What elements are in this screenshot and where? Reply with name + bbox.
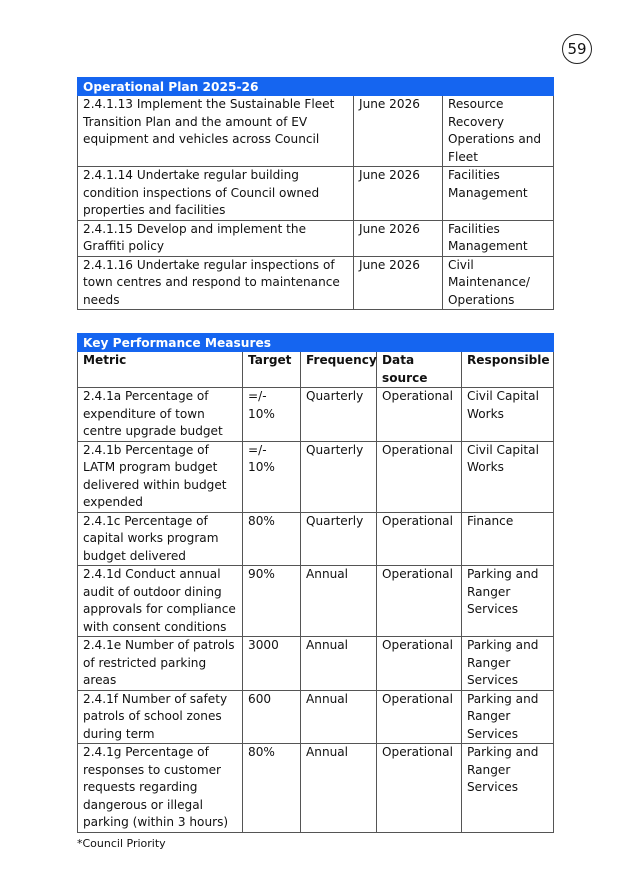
target-cell: 80% [243,744,301,833]
action-cell: 2.4.1.14 Undertake regular building condition inspections of Council owned properties and facilities [78,167,354,221]
target-cell: 90% [243,566,301,637]
table-row [78,167,554,221]
frequency-cell: Quarterly [301,512,377,566]
metric-cell: 2.4.1c Percentage of capital works program budget delivered [78,512,243,566]
table-row [78,220,554,256]
footnote: *Council Priority [77,837,166,850]
target-cell: =/- 10% [243,388,301,442]
table-row [78,690,554,744]
table-row [78,96,554,167]
responsible-cell: Parking and Ranger Services [462,566,554,637]
responsible-cell: Civil Maintenance/ Operations [443,256,554,310]
kpi-title: Key Performance Measures [78,334,554,352]
metric-cell: 2.4.1f Number of safety patrols of school zones during term [78,690,243,744]
responsible-cell: Finance [462,512,554,566]
responsible-cell: Parking and Ranger Services [462,744,554,833]
table-row [78,441,554,512]
source-cell: Operational [377,637,462,691]
column-header: Data source [377,352,462,388]
table-row [78,256,554,310]
table-row [78,744,554,833]
kpi-header-row [78,352,554,388]
responsible-cell: Facilities Management [443,167,554,221]
source-cell: Operational [377,512,462,566]
metric-cell: 2.4.1b Percentage of LATM program budget delivered within budget expended [78,441,243,512]
responsible-cell: Civil Capital Works [462,441,554,512]
source-cell: Operational [377,388,462,442]
source-cell: Operational [377,566,462,637]
metric-cell: 2.4.1a Percentage of expenditure of town centre upgrade budget [78,388,243,442]
date-cell: June 2026 [354,96,443,167]
responsible-cell: Civil Capital Works [462,388,554,442]
target-cell: 80% [243,512,301,566]
table-row [78,388,554,442]
responsible-cell: Parking and Ranger Services [462,637,554,691]
target-cell: 3000 [243,637,301,691]
frequency-cell: Annual [301,566,377,637]
responsible-cell: Resource Recovery Operations and Fleet [443,96,554,167]
column-header: Responsible [462,352,554,388]
kpi-table [77,333,554,833]
source-cell: Operational [377,744,462,833]
column-header: Metric [78,352,243,388]
action-cell: 2.4.1.13 Implement the Sustainable Fleet Transition Plan and the amount of EV equipment and vehicles across Council [78,96,354,167]
metric-cell: 2.4.1e Number of patrols of restricted parking areas [78,637,243,691]
frequency-cell: Annual [301,637,377,691]
target-cell: 600 [243,690,301,744]
frequency-cell: Quarterly [301,441,377,512]
metric-cell: 2.4.1d Conduct annual audit of outdoor dining approvals for compliance with consent conditions [78,566,243,637]
responsible-cell: Parking and Ranger Services [462,690,554,744]
operational-plan-title: Operational Plan 2025-26 [78,78,554,96]
frequency-cell: Quarterly [301,388,377,442]
metric-cell: 2.4.1g Percentage of responses to customer requests regarding dangerous or illegal parking (within 3 hours) [78,744,243,833]
action-cell: 2.4.1.16 Undertake regular inspections of town centres and respond to maintenance needs [78,256,354,310]
table-row [78,512,554,566]
date-cell: June 2026 [354,220,443,256]
date-cell: June 2026 [354,256,443,310]
column-header: Target [243,352,301,388]
table-row [78,637,554,691]
date-cell: June 2026 [354,167,443,221]
frequency-cell: Annual [301,744,377,833]
table-row [78,566,554,637]
source-cell: Operational [377,690,462,744]
column-header: Frequency [301,352,377,388]
page-number: 59 [562,34,592,64]
operational-plan-table [77,77,554,310]
source-cell: Operational [377,441,462,512]
target-cell: =/- 10% [243,441,301,512]
frequency-cell: Annual [301,690,377,744]
action-cell: 2.4.1.15 Develop and implement the Graffiti policy [78,220,354,256]
responsible-cell: Facilities Management [443,220,554,256]
